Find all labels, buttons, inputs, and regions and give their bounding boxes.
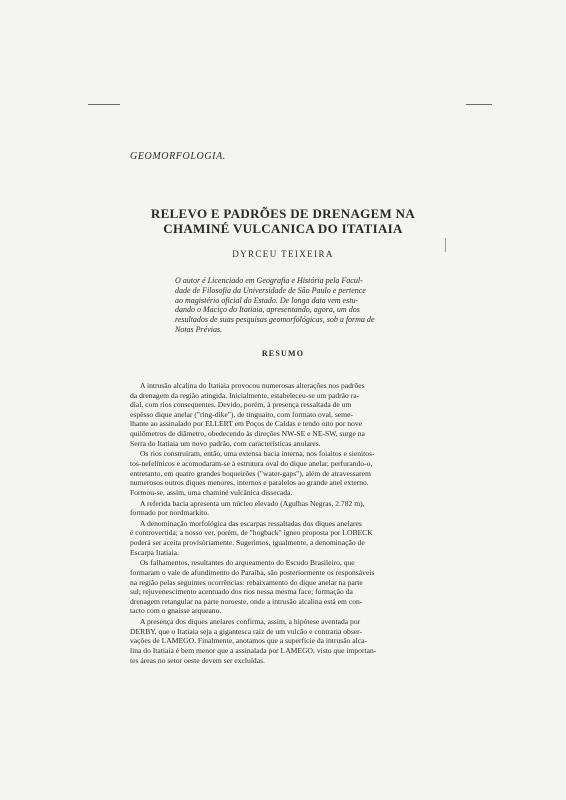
author-note-line: Notas Prévias. (175, 324, 223, 334)
author-note-line: resultados de suas pesquisas geomorfológicas, sob a forma de (175, 315, 375, 325)
abstract-line: DERBY, que o Itatiaia seja a gigantesca raiz de um vulcão e contraria obser- (130, 626, 363, 636)
abstract-paragraph (130, 519, 436, 557)
abstract-body (130, 381, 436, 666)
author-note-line: O autor é Licenciado em Geografia e História pela Facul- (175, 276, 363, 285)
abstract-line: poderá ser aceita provisòriamente. Sugerimos, igualmente, a denominação de (130, 538, 365, 548)
author-note-line: dade de Filosofia da Universidade de São Paulo e pertence (175, 285, 366, 295)
abstract-line: A denominação morfológica das escarpas ressaltadas dos diques anelares (140, 518, 362, 528)
abstract-paragraph (130, 558, 436, 616)
abstract-line: vações de LAMEGO. Finalmente, anotamos que a superfície da intrusão alca- (130, 636, 368, 646)
abstract-line: espêsso dique anelar ("ring-dike"), de tinguaito, com formato oval, seme- (130, 409, 353, 419)
abstract-line: da drenagem da região atingida. Inicialmente, estabeleceu-se um padrão ra- (130, 390, 360, 400)
abstract-line: quilômetros de diâmetro, obedecendo às direções NW-SE e NE-SW, surge na (130, 428, 365, 438)
abstract-line: A presença dos diques anelares confirma, assim, a hipótese aventada por (140, 617, 361, 627)
abstract-line: tos-nefelínicos e acomodaram-se à estrutura oval do dique anelar, perfurando-o, (130, 458, 373, 468)
abstract-line: numerosos outros diques menores, internos e paralelos ao grande anel externo. (130, 478, 369, 488)
abstract-line: é controvertida; a nosso ver, porém, de "hogback" ígneo proposta por LOBECK (130, 528, 373, 538)
abstract-line: tes áreas no setor oeste devem ser excluídas. (130, 655, 265, 665)
abstract-paragraph (130, 381, 436, 448)
abstract-line: lhante ao assinalado por ELLERT em Poços de Caldas e tendo oito por nove (130, 419, 363, 429)
author-note (175, 276, 437, 335)
abstract-line: entretanto, em quatro grandes boqueirões ("water-gaps"), além de atravessarem (130, 468, 371, 478)
resumo-heading: RESUMO (261, 349, 305, 358)
author-name: DYRCEU TEIXEIRA (232, 249, 334, 259)
abstract-line: tacto com o gnaisse arqueano. (130, 606, 222, 616)
article-title-line-1: RELEVO E PADRÕES DE DRENAGEM NA (150, 206, 416, 221)
author-note-line: ao magistério oficial do Estado. De longa data vem estu- (175, 295, 359, 305)
article-title-line-2: CHAMINÉ VULCANICA DO ITATIAIA (163, 221, 403, 236)
abstract-line: Os rios construíram, então, uma extensa bacia interna, nos foiaitos e sienitos- (140, 449, 375, 459)
abstract-line: Serra do Itatiaia um novo padrão, com características anulares. (130, 438, 321, 448)
author-note-line: dando o Maciço do Itatiaia, apresentando, agora, um dos (175, 305, 360, 315)
left-header-rule (88, 104, 120, 105)
abstract-line: na região pelas seguintes ocorrências: rebaixamento do dique anelar na parte (130, 577, 363, 587)
abstract-line: formaram o vale de afundimento do Paraíba, são posteriormente os responsáveis (130, 568, 375, 578)
margin-mark (445, 238, 446, 252)
abstract-paragraph (130, 449, 436, 497)
abstract-paragraph (130, 499, 436, 518)
abstract-line: lina do Itatiaia é bem menor que a assinalada por LAMEGO, visto que importan- (130, 645, 377, 655)
abstract-line: formado por nordmarkito. (130, 508, 210, 518)
abstract-line: drenagem retangular na parte noroeste, onde a intrusão alcalina está em con- (130, 596, 363, 606)
abstract-line: A intrusão alcalina do Itatiaia provocou numerosas alterações nos padrões (140, 381, 365, 390)
abstract-line: Escarpa Itatiaia. (130, 547, 179, 557)
right-header-rule (466, 104, 492, 105)
abstract-paragraph (130, 617, 436, 665)
abstract-line: A referida bacia apresenta um núcleo elevado (Agulhas Negras, 2.782 m), (140, 498, 365, 508)
abstract-line: dial, com rios consequentes. Devido, porém, à presença ressaltada de um (130, 400, 352, 410)
section-label: GEOMORFOLOGIA. (130, 151, 226, 162)
abstract-line: sul; rejuvenescimento acentuado dos rios nessa mesma face; formação da (130, 587, 353, 597)
abstract-line: Formou-se, assim, uma chaminé vulcânica dissecada. (130, 487, 293, 497)
abstract-line: Os falhamentos, resultantes do arqueamento do Escudo Brasileiro, que (140, 558, 355, 568)
